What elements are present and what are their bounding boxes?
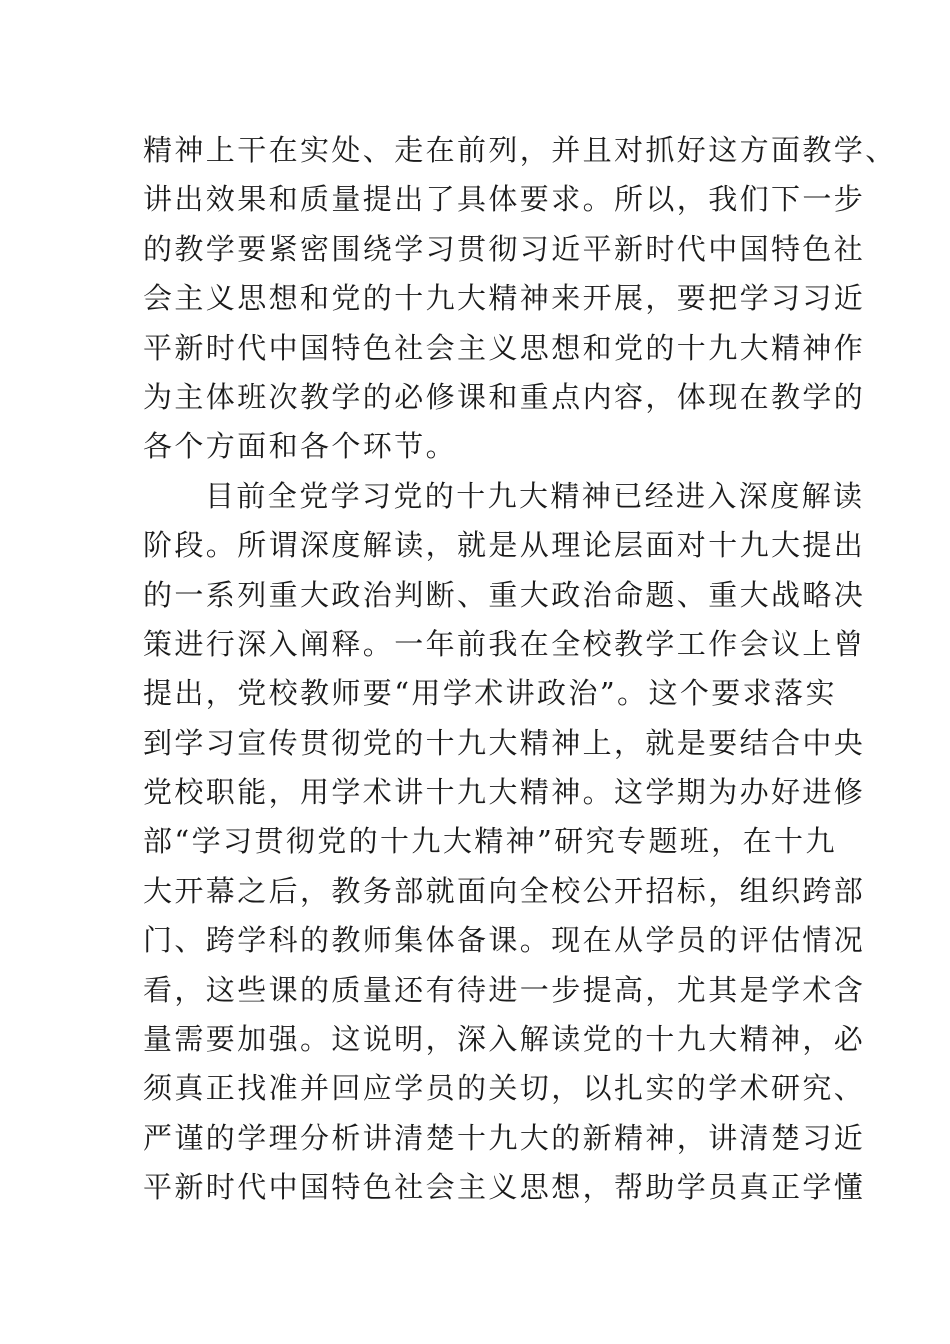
- text-line: 阶段。所谓深度解读，就是从理论层面对十九大提出: [143, 528, 866, 563]
- text-line: 门、跨学科的教师集体备课。现在从学员的评估情况: [143, 923, 866, 958]
- text-line: 须真正找准并回应学员的关切，以扎实的学术研究、: [143, 1071, 866, 1106]
- text-line: 看，这些课的质量还有待进一步提高，尤其是学术含: [143, 972, 866, 1007]
- text-line: 平新时代中国特色社会主义思想和党的十九大精神作: [143, 330, 866, 365]
- text-line: 策进行深入阐释。一年前我在全校教学工作会议上曾: [143, 626, 866, 661]
- text-line: 平新时代中国特色社会主义思想，帮助学员真正学懂: [143, 1170, 866, 1205]
- text-line: 党校职能，用学术讲十九大精神。这学期为办好进修: [143, 775, 866, 810]
- text-line: 会主义思想和党的十九大精神来开展，要把学习习近: [143, 281, 866, 316]
- paragraph-2: [143, 472, 866, 1213]
- text-line: 目前全党学习党的十九大精神已经进入深度解读: [205, 478, 865, 513]
- text-line: 的一系列重大政治判断、重大政治命题、重大战略决: [143, 577, 866, 612]
- text-line: 提出，党校教师要“用学术讲政治”。这个要求落实: [143, 676, 837, 711]
- text-line: 大开幕之后，教务部就面向全校公开招标，组织跨部: [143, 873, 866, 908]
- text-line: 量需要加强。这说明，深入解读党的十九大精神，必: [143, 1022, 866, 1057]
- text-line: 各个方面和各个环节。: [143, 429, 458, 464]
- text-line: 讲出效果和质量提出了具体要求。所以，我们下一步: [143, 182, 866, 217]
- text-line: 到学习宣传贯彻党的十九大精神上，就是要结合中央: [143, 725, 866, 760]
- text-line: 严谨的学理分析讲清楚十九大的新精神，讲清楚习近: [143, 1120, 866, 1155]
- text-line: 精神上干在实处、走在前列，并且对抓好这方面教学、: [143, 133, 897, 167]
- body-text: [143, 126, 897, 1213]
- text-line: 为主体班次教学的必修课和重点内容，体现在教学的: [143, 379, 866, 414]
- paragraph-1: [143, 126, 897, 472]
- text-line: 部“学习贯彻党的十九大精神”研究专题班，在十九: [143, 824, 837, 859]
- text-line: 的教学要紧密围绕学习贯彻习近平新时代中国特色社: [143, 231, 866, 266]
